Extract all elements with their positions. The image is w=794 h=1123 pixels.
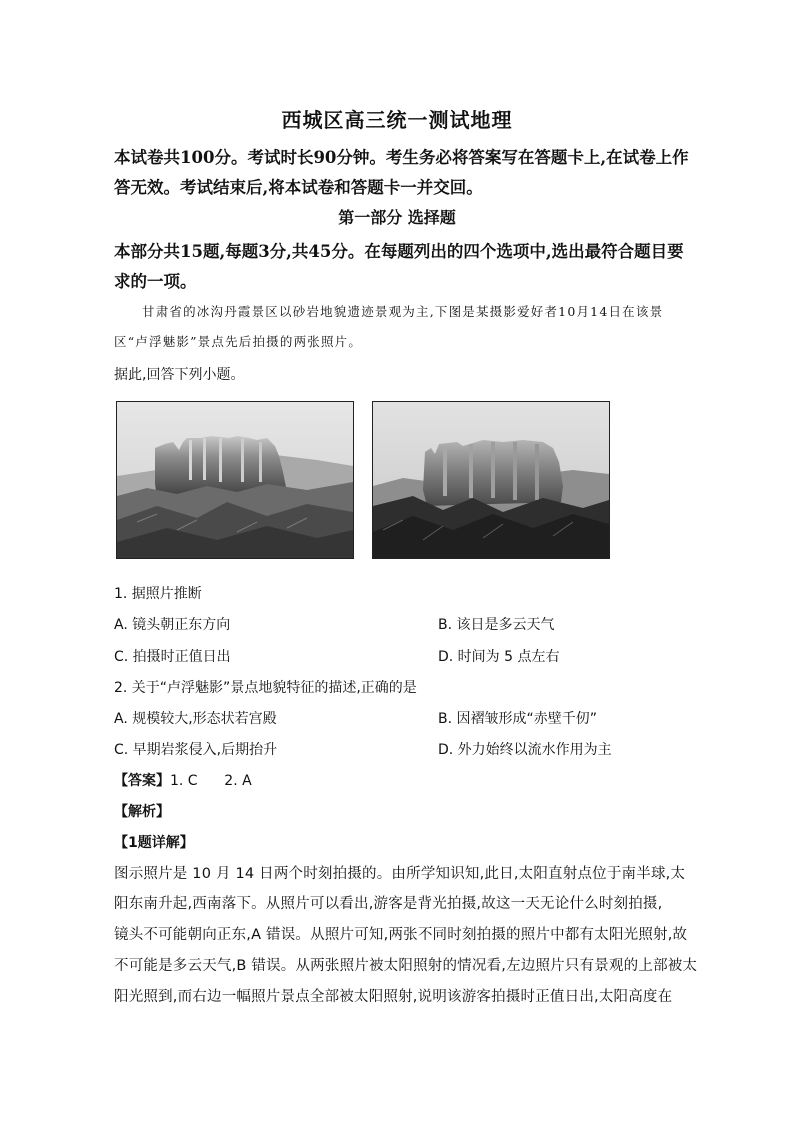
section-instructions-line-2: 求的一项。	[114, 272, 197, 291]
exam-instructions-line-1: 本试卷共100分。考试时长90分钟。考生务必将答案写在答题卡上,在试卷上作	[114, 148, 689, 167]
detail-label: 【1题详解】	[114, 835, 194, 851]
photo-left-image	[117, 402, 353, 558]
question-prompt: 据此,回答下列小题。	[114, 367, 245, 383]
answer-label: 【答案】	[114, 773, 170, 789]
question-2-option-d[interactable]: D. 外力始终以流水作用为主	[438, 742, 612, 758]
photo-left	[116, 401, 354, 559]
exam-instructions-line-2: 答无效。考试结束后,将本试卷和答题卡一并交回。	[114, 178, 483, 197]
question-1-option-c[interactable]: C. 拍摄时正值日出	[114, 649, 231, 665]
question-1-option-a[interactable]: A. 镜头朝正东方向	[114, 617, 231, 633]
answer-values: 1. C 2. A	[170, 773, 252, 789]
explanation-line-2: 阳东南升起,西南落下。从照片可以看出,游客是背光拍摄,故这一天无论什么时刻拍摄,	[114, 896, 663, 912]
question-2-option-b[interactable]: B. 因褶皱形成“赤壁千仞”	[438, 711, 598, 727]
explanation-line-1: 图示照片是 10 月 14 日两个时刻拍摄的。由所学知识知,此日,太阳直射点位于南半球,太	[114, 866, 686, 882]
analysis-label: 【解析】	[114, 804, 170, 820]
passage-line-1: 甘肃省的冰沟丹霞景区以砂岩地貌遗迹景观为主,下图是某摄影爱好者10月14日在该景	[142, 304, 664, 319]
question-1-option-d[interactable]: D. 时间为 5 点左右	[438, 649, 560, 665]
question-2-option-c[interactable]: C. 早期岩浆侵入,后期抬升	[114, 742, 278, 758]
explanation-line-4: 不可能是多云天气,B 错误。从两张照片被太阳照射的情况看,左边照片只有景观的上部被太	[114, 958, 698, 974]
section-instructions-line-1: 本部分共15题,每题3分,共45分。在每题列出的四个选项中,选出最符合题目要	[114, 242, 684, 261]
explanation-line-3: 镜头不可能朝向正东,A 错误。从照片可知,两张不同时刻拍摄的照片中都有太阳光照射,故	[114, 927, 688, 943]
question-2-option-a[interactable]: A. 规模较大,形态状若宫殿	[114, 711, 277, 727]
question-1-option-b[interactable]: B. 该日是多云天气	[438, 617, 555, 633]
photo-right	[372, 401, 610, 559]
page-title: 西城区高三统一测试地理	[281, 108, 513, 132]
photo-right-image	[373, 402, 609, 558]
question-2-stem: 2. 关于“卢浮魅影”景点地貌特征的描述,正确的是	[114, 680, 417, 696]
explanation-line-5: 阳光照到,而右边一幅照片景点全部被太阳照射,说明该游客拍摄时正值日出,太阳高度在	[114, 989, 673, 1005]
answer-row	[114, 770, 252, 790]
passage-line-2: 区“卢浮魅影”景点先后拍摄的两张照片。	[114, 334, 363, 349]
section-title: 第一部分 选择题	[338, 208, 456, 227]
question-1-stem: 1. 据照片推断	[114, 586, 202, 602]
